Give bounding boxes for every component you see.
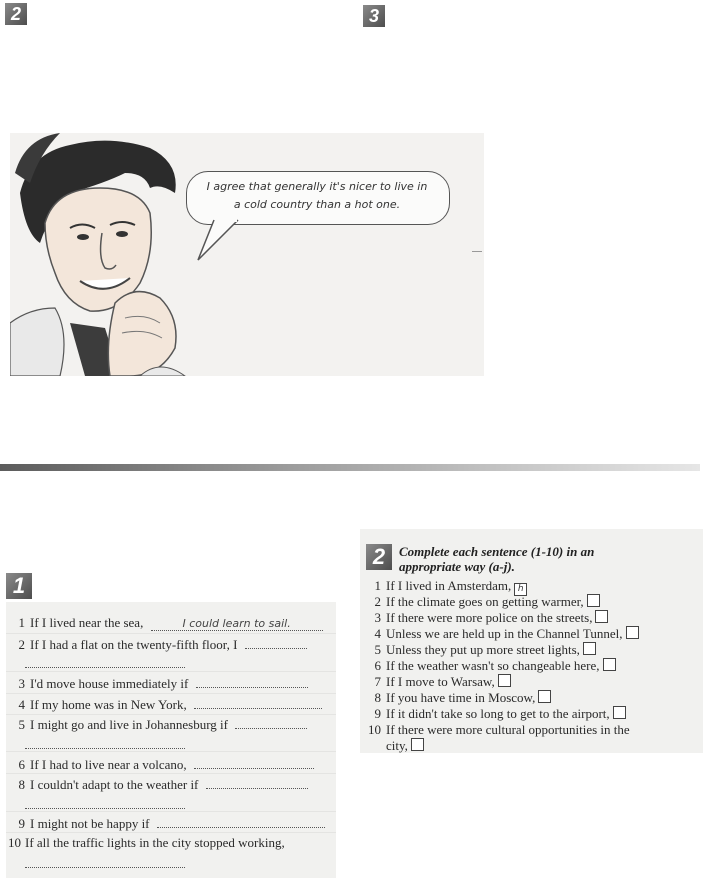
item-text: If I lived in Amsterdam, [386,578,512,593]
answer-blank[interactable] [206,776,308,789]
answer-blank[interactable] [235,716,307,729]
item-number: 8 [18,777,25,792]
item-number: 4 [18,697,25,712]
item-number: 1 [18,615,25,630]
item-text: If you have time in Moscow, [386,690,536,705]
instruction-line: Complete each sentence (1-10) in an [399,544,595,559]
exercise-item-continued [386,738,709,753]
exercise-item [365,690,700,705]
item-number: 6 [18,757,25,772]
item-text: If I had to live near a volcano, [30,757,187,772]
exercise-item [13,776,331,793]
exercise-number-badge: 1 [6,573,32,599]
item-number: 9 [374,706,381,721]
item-text: If there were more cultural opportunities in the [386,722,630,737]
speech-bubble-tail [196,218,256,278]
answer-blank[interactable] [194,696,322,709]
item-text: If there were more police on the streets, [386,610,593,625]
item-number: 5 [374,642,381,657]
exercise-item [13,756,331,773]
exercise-item [365,610,700,625]
row-separator [6,832,336,833]
row-separator [6,751,336,752]
item-text: Unless they put up more street lights, [386,642,580,657]
answer-box[interactable] [538,690,551,703]
exercise-instruction [399,544,659,574]
exercise-item [365,674,700,689]
item-text: If the climate goes on getting warmer, [386,594,584,609]
answer-blank-continued[interactable] [25,855,185,868]
item-text: If I had a flat on the twenty-fifth floor, I [30,637,238,652]
item-number: 9 [18,816,25,831]
speech-line: a cold country than a hot one. [233,198,401,211]
row-separator [6,693,336,694]
item-text: I'd move house immediately if [30,676,189,691]
item-text: If I lived near the sea, [30,615,144,630]
item-text: If it didn't take so long to get to the airport, [386,706,610,721]
answer-box[interactable] [595,610,608,623]
answer-box[interactable] [583,642,596,655]
answer-box[interactable] [498,674,511,687]
row-separator [6,633,336,634]
answer-box[interactable] [603,658,616,671]
answer-box[interactable] [626,626,639,639]
exercise-item [365,658,700,673]
answer-blank-continued[interactable] [25,655,185,668]
answer-blank-continued[interactable] [25,736,185,749]
exercise-item [365,722,700,737]
exercise-item [365,594,700,609]
exercise-item [13,716,331,733]
item-text: If I move to Warsaw, [386,674,495,689]
item-number: 10 [368,722,381,737]
row-separator [6,671,336,672]
row-separator [6,811,336,812]
item-number: 8 [374,690,381,705]
item-number: 2 [374,594,381,609]
answer-blank[interactable] [194,756,314,769]
answer-box[interactable]: h [514,583,527,596]
exercise-number-badge: 2 [5,3,27,25]
item-number: 5 [18,717,25,732]
answer-blank[interactable] [245,636,307,649]
item-number: 1 [374,578,381,593]
answer-blank[interactable] [196,675,308,688]
exercise-item [13,675,331,692]
handwritten-answer[interactable]: I could learn to sail. [151,617,323,631]
exercise-item [365,706,700,721]
row-separator [6,773,336,774]
decorative-dash [472,251,482,252]
answer-box[interactable] [587,594,600,607]
section-divider [0,464,700,471]
item-text: If all the traffic lights in the city stopped working, [25,835,285,850]
man-illustration [10,133,200,376]
exercise-item [13,815,331,832]
answer-box[interactable] [613,706,626,719]
exercise-item [365,626,700,641]
speech-line: I agree that generally it's nicer to live in [206,180,428,193]
instruction-line: appropriate way (a-j). [399,559,515,574]
exercise-item [13,636,331,653]
speech-bubble-text [196,178,438,214]
item-number: 6 [374,658,381,673]
item-number: 2 [18,637,25,652]
answer-blank-continued[interactable] [25,796,185,809]
exercise-item [13,696,331,713]
exercise-item [6,835,324,851]
answer-blank[interactable] [157,815,325,828]
item-number: 7 [374,674,381,689]
exercise-item [365,642,700,657]
answer-box[interactable] [411,738,424,751]
item-text: Unless we are held up in the Channel Tunnel, [386,626,623,641]
exercise-number-badge: 3 [363,5,385,27]
item-text: If the weather wasn't so changeable here, [386,658,600,673]
item-text: I might not be happy if [30,816,150,831]
item-number: 3 [18,676,25,691]
exercise-number-badge: 2 [366,544,392,570]
exercise-item [13,615,331,631]
item-number: 4 [374,626,381,641]
item-number: 3 [374,610,381,625]
item-text: city, [386,738,408,753]
item-number: 10 [8,835,21,850]
item-text: I couldn't adapt to the weather if [30,777,199,792]
item-text: If my home was in New York, [30,697,187,712]
item-text: I might go and live in Johannesburg if [30,717,228,732]
row-separator [6,714,336,715]
